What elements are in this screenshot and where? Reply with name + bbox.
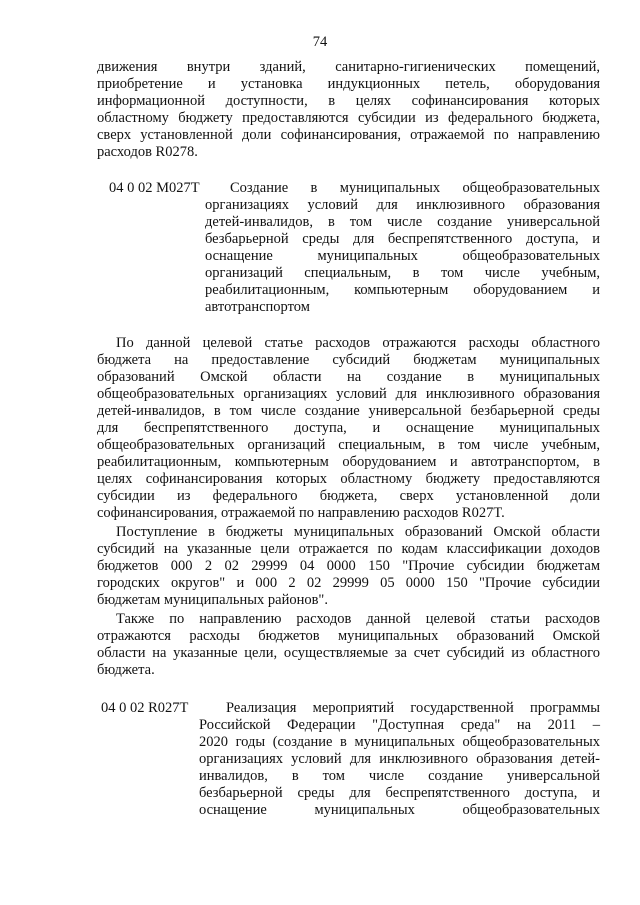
text-line: софинансирования, отражаемой по направлению расходов R027T. <box>97 505 505 521</box>
text-line: области на указанные цели, осуществляемые за счет субсидий из областного <box>97 645 600 661</box>
entry-text-line: организациях условий для инклюзивного образования <box>205 197 600 213</box>
entry-text-line: 2020 годы (создание в муниципальных общеобразовательных <box>199 734 600 750</box>
text-line: общеобразовательных организаций специальным, в том числе учебным, <box>97 437 600 453</box>
entry-text-line: детей-инвалидов, в том числе создание универсальной <box>205 214 600 230</box>
text-line: бюджетам муниципальных районов". <box>97 592 328 608</box>
text-line: расходов R0278. <box>97 144 198 160</box>
entry-text-line: оснащение муниципальных общеобразовательных <box>205 248 600 264</box>
text-line: реабилитационным, компьютерным оборудованием и автотранспортом, в <box>97 454 600 470</box>
text-line: областному бюджету предоставляются субсидии из федерального бюджета, <box>97 110 600 126</box>
text-line: По данной целевой статье расходов отражаются расходы областного <box>116 335 600 351</box>
entry-text-line: Российской Федерации "Доступная среда" на 2011 – <box>199 717 600 733</box>
text-line: Поступление в бюджеты муниципальных образований Омской области <box>116 524 600 540</box>
entry-text-line: реабилитационным, компьютерным оборудованием и <box>205 282 600 298</box>
text-line: Также по направлению расходов данной целевой статьи расходов <box>116 611 600 627</box>
text-line: отражаются расходы бюджетов муниципальных образований Омской <box>97 628 600 644</box>
text-line: движения внутри зданий, санитарно-гигиенических помещений, <box>97 59 600 75</box>
text-line: городских округов" и 000 2 02 29999 05 0000 150 "Прочие субсидии <box>97 575 600 591</box>
text-line: информационной доступности, в целях софинансирования которых <box>97 93 600 109</box>
entry-text-line: безбарьерной среды для беспрепятственного доступа, и <box>199 785 600 801</box>
text-line: субсидий на указанные цели отражается по кодам классификации доходов <box>97 541 600 557</box>
text-line: образований Омской области на создание в муниципальных <box>97 369 600 385</box>
text-line: бюджетов 000 2 02 29999 04 0000 150 "Прочие субсидии бюджетам <box>97 558 600 574</box>
text-line: сверх установленной доли софинансирования, отражаемой по направлению <box>97 127 600 143</box>
entry-text-line: Создание в муниципальных общеобразовательных <box>230 180 600 196</box>
text-line: бюджета на предоставление субсидий бюджетам муниципальных <box>97 352 600 368</box>
budget-code: 04 0 02 R027T <box>101 700 189 716</box>
entry-text-line: организациях условий для инклюзивного образования детей- <box>199 751 600 767</box>
text-line: бюджета. <box>97 662 155 678</box>
entry-text-line: автотранспортом <box>205 299 310 315</box>
text-line: приобретение и установка индукционных петель, оборудования <box>97 76 600 92</box>
text-line: субсидии из федерального бюджета, сверх установленной доли <box>97 488 600 504</box>
entry-text-line: организаций специальным, в том числе учебным, <box>205 265 600 281</box>
entry-text-line: инвалидов, в том числе создание универсальной <box>199 768 600 784</box>
text-line: детей-инвалидов, в том числе создание универсальной безбарьерной среды <box>97 403 600 419</box>
text-line: для беспрепятственного доступа, и оснащение муниципальных <box>97 420 600 436</box>
entry-text-line: безбарьерной среды для беспрепятственного доступа, и <box>205 231 600 247</box>
text-line: целях софинансирования которых областному бюджету предоставляются <box>97 471 600 487</box>
page-number: 74 <box>312 34 328 50</box>
budget-code: 04 0 02 M027T <box>109 180 200 196</box>
text-line: общеобразовательных организациях условий для инклюзивного образования <box>97 386 600 402</box>
entry-text-line: оснащение муниципальных общеобразовательных <box>199 802 600 818</box>
entry-text-line: Реализация мероприятий государственной программы <box>226 700 600 716</box>
